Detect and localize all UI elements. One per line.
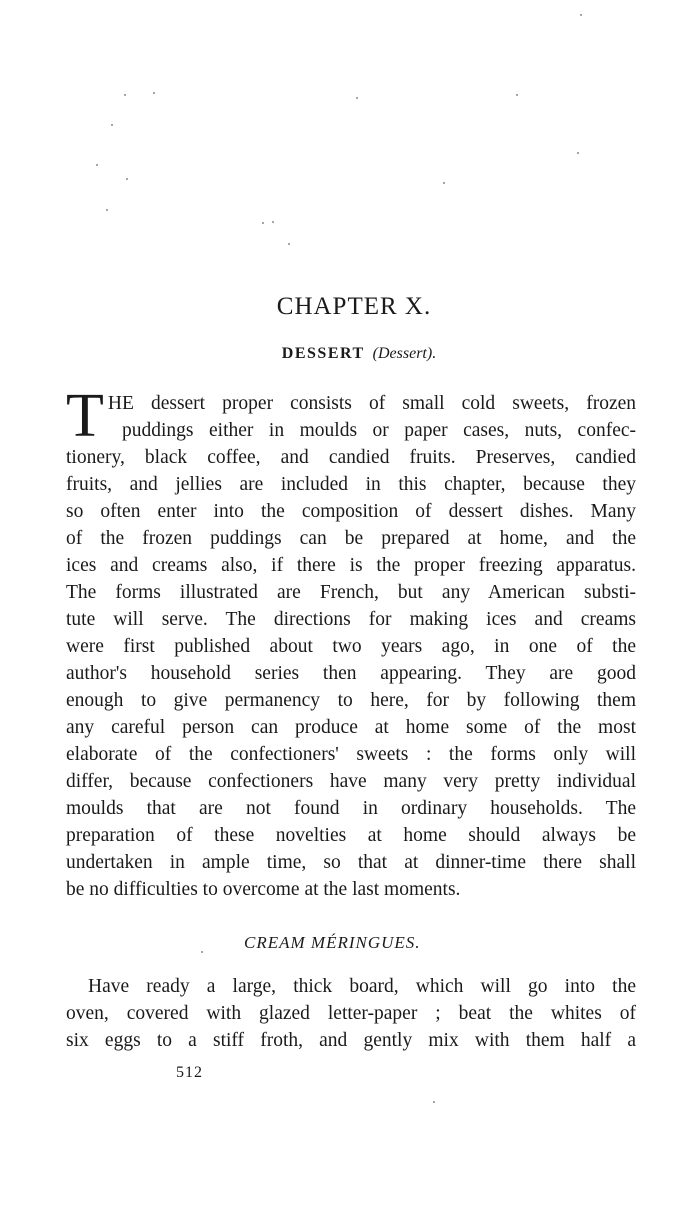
paragraph-line: Have ready a large, thick board, which will go into the xyxy=(88,976,636,997)
scan-speck xyxy=(201,951,203,953)
paragraph-line: of the frozen puddings can be prepared at home, and the xyxy=(66,528,636,549)
section-title: DESSERT xyxy=(281,345,365,362)
scan-speck xyxy=(443,182,445,184)
paragraph-line: tionery, black coffee, and candied fruits. Preserves, candied xyxy=(66,447,636,468)
paragraph-line: so often enter into the composition of dessert dishes. Many xyxy=(66,501,636,522)
scan-speck xyxy=(516,94,518,96)
scan-speck xyxy=(124,94,126,96)
scan-speck xyxy=(356,97,358,99)
paragraph-line: preparation of these novelties at home should always be xyxy=(66,825,636,846)
intro-paragraph xyxy=(66,382,636,903)
paragraph-line: enough to give permanency to here, for by following them xyxy=(66,690,636,711)
scan-speck xyxy=(580,14,582,16)
paragraph-line: six eggs to a stiff froth, and gently mix with them half a xyxy=(66,1030,636,1051)
paragraph-line: oven, covered with glazed letter-paper ; beat the whites of xyxy=(66,1003,636,1024)
paragraph-line: be no difficulties to overcome at the last moments. xyxy=(66,879,461,900)
paragraph-line: differ, because confectioners have many very pretty individual xyxy=(66,771,636,792)
scan-speck xyxy=(262,222,264,224)
section-heading xyxy=(0,345,700,363)
scan-speck xyxy=(433,1101,435,1103)
chapter-title: CHAPTER X. xyxy=(276,293,432,320)
paragraph-line: HE dessert proper consists of small cold sweets, frozen xyxy=(107,393,636,414)
recipe-paragraph xyxy=(66,973,636,1054)
paragraph-line: tute will serve. The directions for making ices and creams xyxy=(66,609,636,630)
scan-speck xyxy=(153,92,155,94)
scan-speck xyxy=(577,152,579,154)
scan-speck xyxy=(272,221,274,223)
paragraph-line: moulds that are not found in ordinary households. The xyxy=(66,798,636,819)
drop-cap: T xyxy=(66,382,104,450)
scan-speck xyxy=(111,124,113,126)
paragraph-line: were first published about two years ago, in one of the xyxy=(66,636,636,657)
scan-speck xyxy=(288,243,290,245)
paragraph-line: undertaken in ample time, so that at dinner-time there shall xyxy=(66,852,636,873)
paragraph-line: ices and creams also, if there is the proper freezing apparatus. xyxy=(66,555,636,576)
scan-speck xyxy=(106,209,108,211)
scan-speck xyxy=(126,178,128,180)
paragraph-line: author's household series then appearing. They are good xyxy=(66,663,636,684)
paragraph-line: elaborate of the confectioners' sweets : the forms only will xyxy=(66,744,636,765)
scan-speck xyxy=(96,164,98,166)
section-alt-title: (Dessert). xyxy=(372,345,437,362)
paragraph-line: puddings either in moulds or paper cases, nuts, confec- xyxy=(122,420,636,441)
paragraph-line: any careful person can produce at home some of the most xyxy=(66,717,636,738)
page-number: 512 xyxy=(176,1064,203,1081)
paragraph-line: The forms illustrated are French, but any American substi- xyxy=(66,582,636,603)
paragraph-line: fruits, and jellies are included in this chapter, because they xyxy=(66,474,636,495)
recipe-title: CREAM MÉRINGUES. xyxy=(244,933,421,952)
